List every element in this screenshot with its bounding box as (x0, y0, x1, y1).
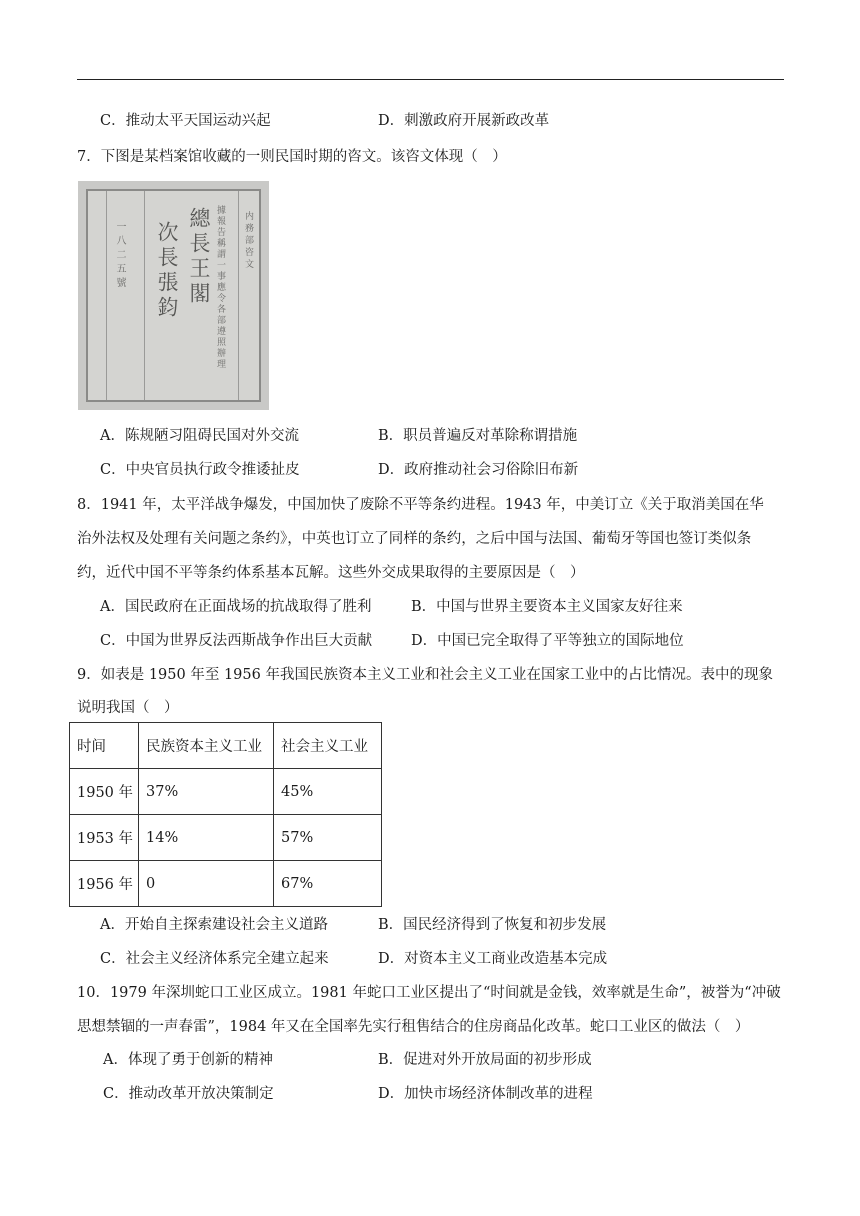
q7-option-c[interactable]: C．中央官员执行政令推诿扯皮 (100, 462, 300, 478)
q9-option-c[interactable]: C．社会主义经济体系完全建立起来 (100, 951, 329, 967)
q9-option-d[interactable]: D．对资本主义工商业改造基本完成 (378, 951, 608, 967)
archive-document-image: 一八二五號 總長王閣 次長張鈞 據報告稱謂一事應令各部遵照辦理 内務部咨文 (78, 181, 269, 410)
q6-option-c[interactable]: C．推动太平天国运动兴起 (100, 113, 271, 129)
table-header-cell: 民族资本主义工业 (139, 723, 274, 769)
q9-stem-line-1: 9．如表是 1950 年至 1956 年我国民族资本主义工业和社会主义工业在国家工业中的占比情况。表中的现象 (77, 667, 773, 683)
table-cell: 1956 年 (70, 861, 139, 907)
q8-stem-line-2: 治外法权及处理有关问题之条约》，中英也订立了同样的条约，之后中国与法国、葡萄牙等国也签订类似条 (77, 531, 752, 547)
q8-option-d[interactable]: D．中国已完全取得了平等独立的国际地位 (411, 633, 684, 649)
q8-option-c[interactable]: C．中国为世界反法西斯战争作出巨大贡献 (100, 633, 373, 649)
table-cell: 1950 年 (70, 769, 139, 815)
industry-share-table (69, 722, 382, 907)
table-header-row (70, 723, 382, 769)
q8-stem-line-1: 8．1941 年，太平洋战争爆发，中国加快了废除不平等条约进程。1943 年，中美订立《关于取消美国在华 (77, 497, 764, 513)
header-rule (77, 79, 784, 80)
q7-option-d[interactable]: D．政府推动社会习俗除旧布新 (378, 462, 579, 478)
q6-option-d[interactable]: D．刺激政府开展新政改革 (378, 113, 550, 129)
q9-option-a[interactable]: A．开始自主探索建设社会主义道路 (100, 917, 328, 933)
q10-stem-line-2: 思想禁锢的一声春雷”，1984 年又在全国率先实行租售结合的住房商品化改革。蛇口工业区的做法（ ） (77, 1019, 750, 1035)
q7-option-a[interactable]: A．陈规陋习阻碍民国对外交流 (100, 428, 299, 444)
q8-stem-line-3: 约，近代中国不平等条约体系基本瓦解。这些外交成果取得的主要原因是（ ） (77, 565, 585, 581)
table-cell: 57% (274, 815, 382, 861)
table-cell: 1953 年 (70, 815, 139, 861)
table-header-cell: 社会主义工业 (274, 723, 382, 769)
figure-column-2: 次長張鈞 (155, 221, 179, 321)
q10-stem-line-1: 10．1979 年深圳蛇口工业区成立。1981 年蛇口工业区提出了“时间就是金钱，效率就是生命”，被誉为“冲破 (77, 985, 781, 1001)
q7-option-b[interactable]: B．职员普遍反对革除称谓措施 (378, 428, 578, 444)
table-header-cell: 时间 (70, 723, 139, 769)
table-row (70, 769, 382, 815)
table-row (70, 815, 382, 861)
table-cell: 67% (274, 861, 382, 907)
table-cell: 14% (139, 815, 274, 861)
q8-option-b[interactable]: B．中国与世界主要资本主义国家友好往来 (411, 599, 683, 615)
q7-stem: 7．下图是某档案馆收藏的一则民国时期的咨文。该咨文体现（ ） (77, 149, 507, 165)
q10-option-a[interactable]: A．体现了勇于创新的精神 (103, 1052, 273, 1068)
q9-option-b[interactable]: B．国民经济得到了恢复和初步发展 (378, 917, 607, 933)
table-cell: 37% (139, 769, 274, 815)
q9-stem-line-2: 说明我国（ ） (77, 700, 179, 716)
q10-option-b[interactable]: B．促进对外开放局面的初步形成 (378, 1052, 592, 1068)
q10-option-c[interactable]: C．推动改革开放决策制定 (103, 1086, 274, 1102)
q8-option-a[interactable]: A．国民政府在正面战场的抗战取得了胜利 (100, 599, 372, 615)
q10-option-d[interactable]: D．加快市场经济体制改革的进程 (378, 1086, 593, 1102)
table-cell: 45% (274, 769, 382, 815)
figure-column-1: 總長王閣 (187, 207, 211, 307)
table-cell: 0 (139, 861, 274, 907)
table-row (70, 861, 382, 907)
